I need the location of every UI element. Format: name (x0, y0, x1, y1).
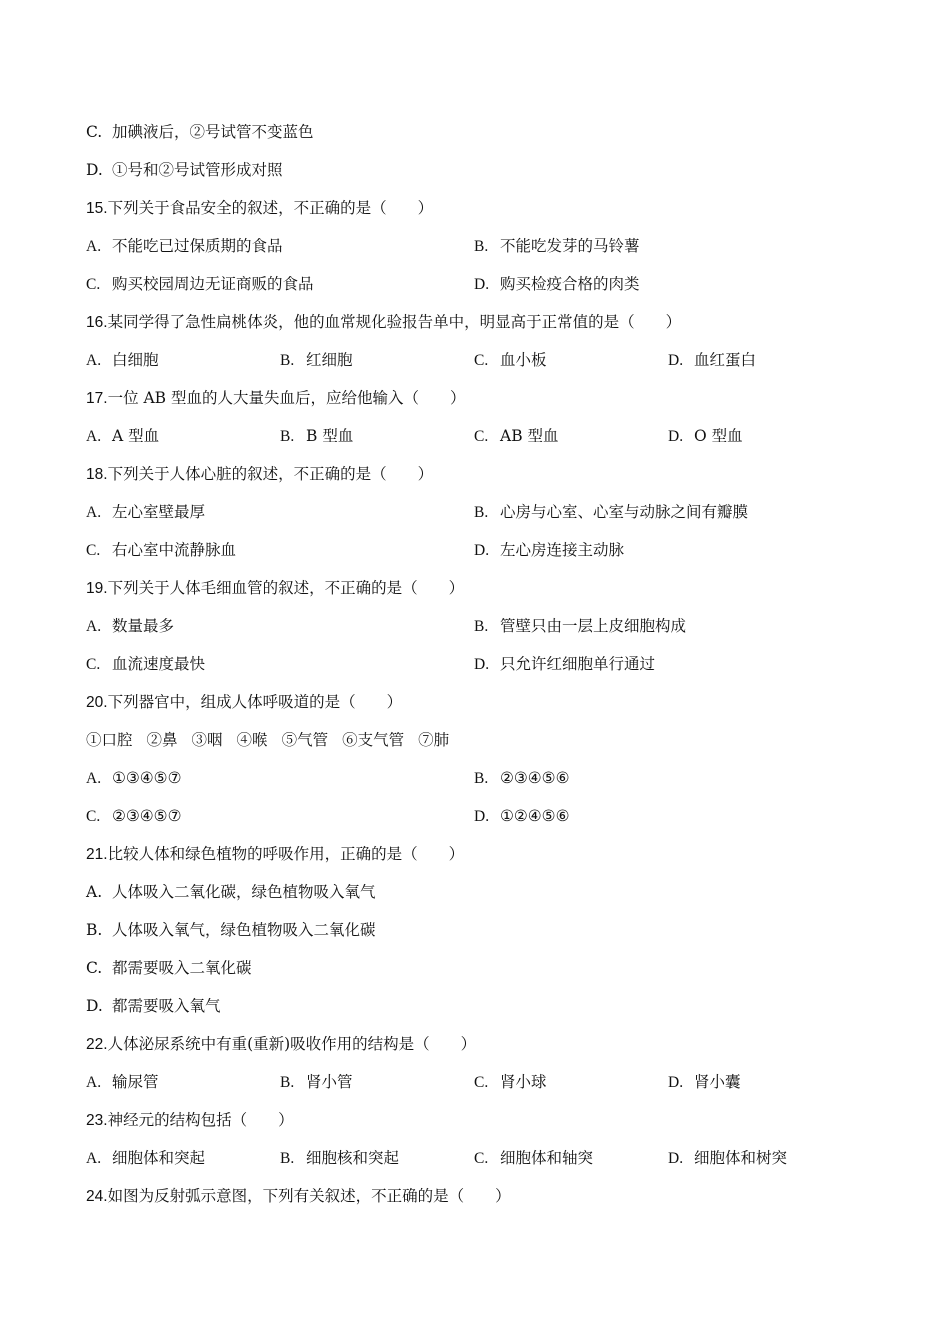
q20-option-c (86, 804, 181, 829)
q21-option-a (86, 880, 376, 904)
option-letter: A. (86, 1150, 102, 1167)
text-label: 比较人体和绿色植物的呼吸作用，正确的是（ ） (107, 845, 465, 863)
text-label: ①②④⑤⑥ (500, 807, 570, 825)
text-label: B. (86, 921, 103, 939)
q15-option-b (474, 234, 640, 259)
q23-option-c (474, 1146, 593, 1171)
text-label: 15. (86, 200, 108, 217)
text-label: 白细胞 (112, 351, 159, 369)
q20-stem (86, 690, 402, 714)
q19-option-b (474, 614, 686, 639)
text-label: 不能吃发芽的马铃薯 (500, 237, 640, 255)
q15-stem (86, 196, 433, 220)
text-label: 购买校园周边无证商贩的食品 (112, 275, 314, 293)
q16-option-b (280, 348, 353, 373)
q15-option-d (474, 272, 640, 297)
option-letter: A. (86, 618, 102, 635)
option-letter: D. (668, 1074, 684, 1091)
q22-option-c (474, 1070, 547, 1095)
q22-options (86, 1070, 866, 1094)
option-letter: C. (474, 1074, 489, 1091)
option-letter: C. (86, 656, 101, 673)
q23-option-a (86, 1146, 205, 1171)
q20-option-d (474, 804, 569, 829)
option-letter: D. (474, 808, 490, 825)
text-label: 人体吸入二氧化碳，绿色植物吸入氧气 (112, 883, 376, 901)
text-label: 20. (86, 694, 108, 711)
text-label: ②③④⑤⑥ (500, 769, 570, 787)
q22-option-b (280, 1070, 353, 1095)
q16-option-c (474, 348, 547, 373)
q14-option-d (86, 158, 283, 182)
option-letter: A. (86, 770, 102, 787)
q19-options-row1 (86, 614, 866, 638)
q18-options-row2 (86, 538, 866, 562)
text-label: 16. (86, 314, 108, 331)
text-label: 某同学得了急性扁桃体炎，他的血常规化验报告单中，明显高于正常值的是（ ） (107, 313, 682, 331)
option-letter: B. (474, 618, 489, 635)
text-label: ①③④⑤⑦ (112, 769, 182, 787)
text-label: A 型血 (112, 427, 160, 445)
q18-option-b (474, 500, 748, 525)
q20-options-row1 (86, 766, 866, 790)
q16-option-d (668, 348, 756, 373)
option-letter: C. (86, 123, 103, 141)
q20-item: ⑥支气管 (342, 731, 405, 749)
q16-options (86, 348, 866, 372)
text-label: 左心室壁最厚 (112, 503, 206, 521)
text-label: 数量最多 (112, 617, 175, 635)
q21-stem (86, 842, 464, 866)
text-label: 红细胞 (306, 351, 353, 369)
text-label: 19. (86, 580, 108, 597)
text-label: 心房与心室、心室与动脉之间有瓣膜 (500, 503, 749, 521)
option-letter: D. (668, 428, 684, 445)
q20-item: ④喉 (236, 731, 268, 749)
text-label: 细胞体和轴突 (500, 1149, 594, 1167)
text-label: ②③④⑤⑦ (112, 807, 182, 825)
text-label: 23. (86, 1112, 108, 1129)
text-label: 都需要吸入二氧化碳 (112, 959, 252, 977)
q23-stem (86, 1108, 294, 1132)
q17-option-a (86, 424, 159, 449)
q20-items (86, 728, 463, 752)
text-label: 购买检疫合格的肉类 (500, 275, 640, 293)
option-letter: C. (86, 276, 101, 293)
text-label: 肾小囊 (694, 1073, 741, 1091)
q16-stem (86, 310, 681, 334)
q23-option-b (280, 1146, 399, 1171)
q20-item: ①口腔 (86, 731, 133, 749)
option-letter: D. (474, 656, 490, 673)
text-label: D. (86, 997, 103, 1015)
option-letter: B. (280, 428, 295, 445)
option-letter: C. (474, 352, 489, 369)
q18-stem (86, 462, 433, 486)
text-label: 22. (86, 1036, 108, 1053)
text-label: 细胞体和突起 (112, 1149, 206, 1167)
q23-option-d (668, 1146, 787, 1171)
q17-options (86, 424, 866, 448)
q15-option-c (86, 272, 314, 297)
text-label: 人体泌尿系统中有重(重新)吸收作用的结构是（ ） (107, 1035, 477, 1053)
text-label: 24. (86, 1188, 108, 1205)
text-label: 只允许红细胞单行通过 (500, 655, 656, 673)
q21-option-b (86, 918, 376, 942)
text-label: 血小板 (500, 351, 547, 369)
q20-item: ②鼻 (146, 731, 178, 749)
option-letter: B. (474, 504, 489, 521)
option-letter: A. (86, 1074, 102, 1091)
text-label: 18. (86, 466, 108, 483)
q22-option-a (86, 1070, 159, 1095)
option-letter: D. (668, 352, 684, 369)
q19-option-c (86, 652, 205, 677)
q19-option-d (474, 652, 655, 677)
text-label: D. (86, 161, 103, 179)
q19-stem (86, 576, 464, 600)
option-letter: C. (474, 428, 489, 445)
option-letter: B. (280, 1150, 295, 1167)
option-letter: B. (474, 238, 489, 255)
text-label: 右心室中流静脉血 (112, 541, 237, 559)
text-label: 加碘液后，②号试管不变蓝色 (112, 123, 314, 141)
text-label: 血红蛋白 (694, 351, 757, 369)
q21-option-c (86, 956, 252, 980)
q17-option-b (280, 424, 353, 449)
text-label: 细胞核和突起 (306, 1149, 400, 1167)
q15-options-row2 (86, 272, 866, 296)
q20-item: ⑤气管 (281, 731, 329, 749)
text-label: 下列器官中，组成人体呼吸道的是（ ） (107, 693, 403, 711)
q16-option-a (86, 348, 159, 373)
q18-option-c (86, 538, 236, 563)
option-letter: D. (474, 276, 490, 293)
q17-option-c (474, 424, 559, 449)
text-label: 如图为反射弧示意图，下列有关叙述，不正确的是（ ） (107, 1187, 511, 1205)
q14-option-c (86, 120, 314, 144)
text-label: 血流速度最快 (112, 655, 206, 673)
option-letter: A. (86, 238, 102, 255)
q22-stem (86, 1032, 476, 1056)
text-label: A. (86, 883, 103, 901)
option-letter: A. (86, 428, 102, 445)
q20-options-row2 (86, 804, 866, 828)
q17-stem (86, 386, 466, 410)
text-label: AB 型血 (500, 427, 559, 445)
text-label: 人体吸入氧气，绿色植物吸入二氧化碳 (112, 921, 376, 939)
text-label: 21. (86, 846, 108, 863)
q20-item: ③咽 (191, 731, 223, 749)
text-label: 都需要吸入氧气 (112, 997, 221, 1015)
q20-item: ⑦肺 (418, 731, 450, 749)
option-letter: C. (474, 1150, 489, 1167)
text-label: 肾小球 (500, 1073, 547, 1091)
text-label: 神经元的结构包括（ ） (107, 1111, 294, 1129)
q18-option-d (474, 538, 624, 563)
option-letter: A. (86, 352, 102, 369)
q23-options (86, 1146, 866, 1170)
q18-options-row1 (86, 500, 866, 524)
text-label: ①号和②号试管形成对照 (112, 161, 283, 179)
option-letter: C. (86, 542, 101, 559)
option-letter: C. (86, 808, 101, 825)
option-letter: A. (86, 504, 102, 521)
q15-option-a (86, 234, 283, 259)
q21-option-d (86, 994, 221, 1018)
q20-option-a (86, 766, 181, 791)
option-letter: B. (474, 770, 489, 787)
q22-option-d (668, 1070, 741, 1095)
text-label: 细胞体和树突 (694, 1149, 788, 1167)
text-label: 肾小管 (306, 1073, 353, 1091)
text-label: 左心房连接主动脉 (500, 541, 625, 559)
text-label: 管壁只由一层上皮细胞构成 (500, 617, 687, 635)
option-letter: B. (280, 1074, 295, 1091)
text-label: 下列关于食品安全的叙述，不正确的是（ ） (107, 199, 434, 217)
q19-options-row2 (86, 652, 866, 676)
option-letter: B. (280, 352, 295, 369)
text-label: 17. (86, 390, 108, 407)
text-label: O 型血 (694, 427, 743, 445)
text-label: 不能吃已过保质期的食品 (112, 237, 283, 255)
text-label: 下列关于人体毛细血管的叙述，不正确的是（ ） (107, 579, 465, 597)
option-letter: D. (474, 542, 490, 559)
text-label: 下列关于人体心脏的叙述，不正确的是（ ） (107, 465, 434, 483)
q20-option-b (474, 766, 569, 791)
text-label: C. (86, 959, 103, 977)
q18-option-a (86, 500, 205, 525)
option-letter: D. (668, 1150, 684, 1167)
q17-option-d (668, 424, 743, 449)
q19-option-a (86, 614, 174, 639)
q15-options-row1 (86, 234, 866, 258)
q24-stem (86, 1184, 511, 1208)
text-label: 输尿管 (112, 1073, 159, 1091)
text-label: B 型血 (306, 427, 354, 445)
text-label: 一位 AB 型血的人大量失血后，应给他输入（ ） (107, 389, 466, 407)
